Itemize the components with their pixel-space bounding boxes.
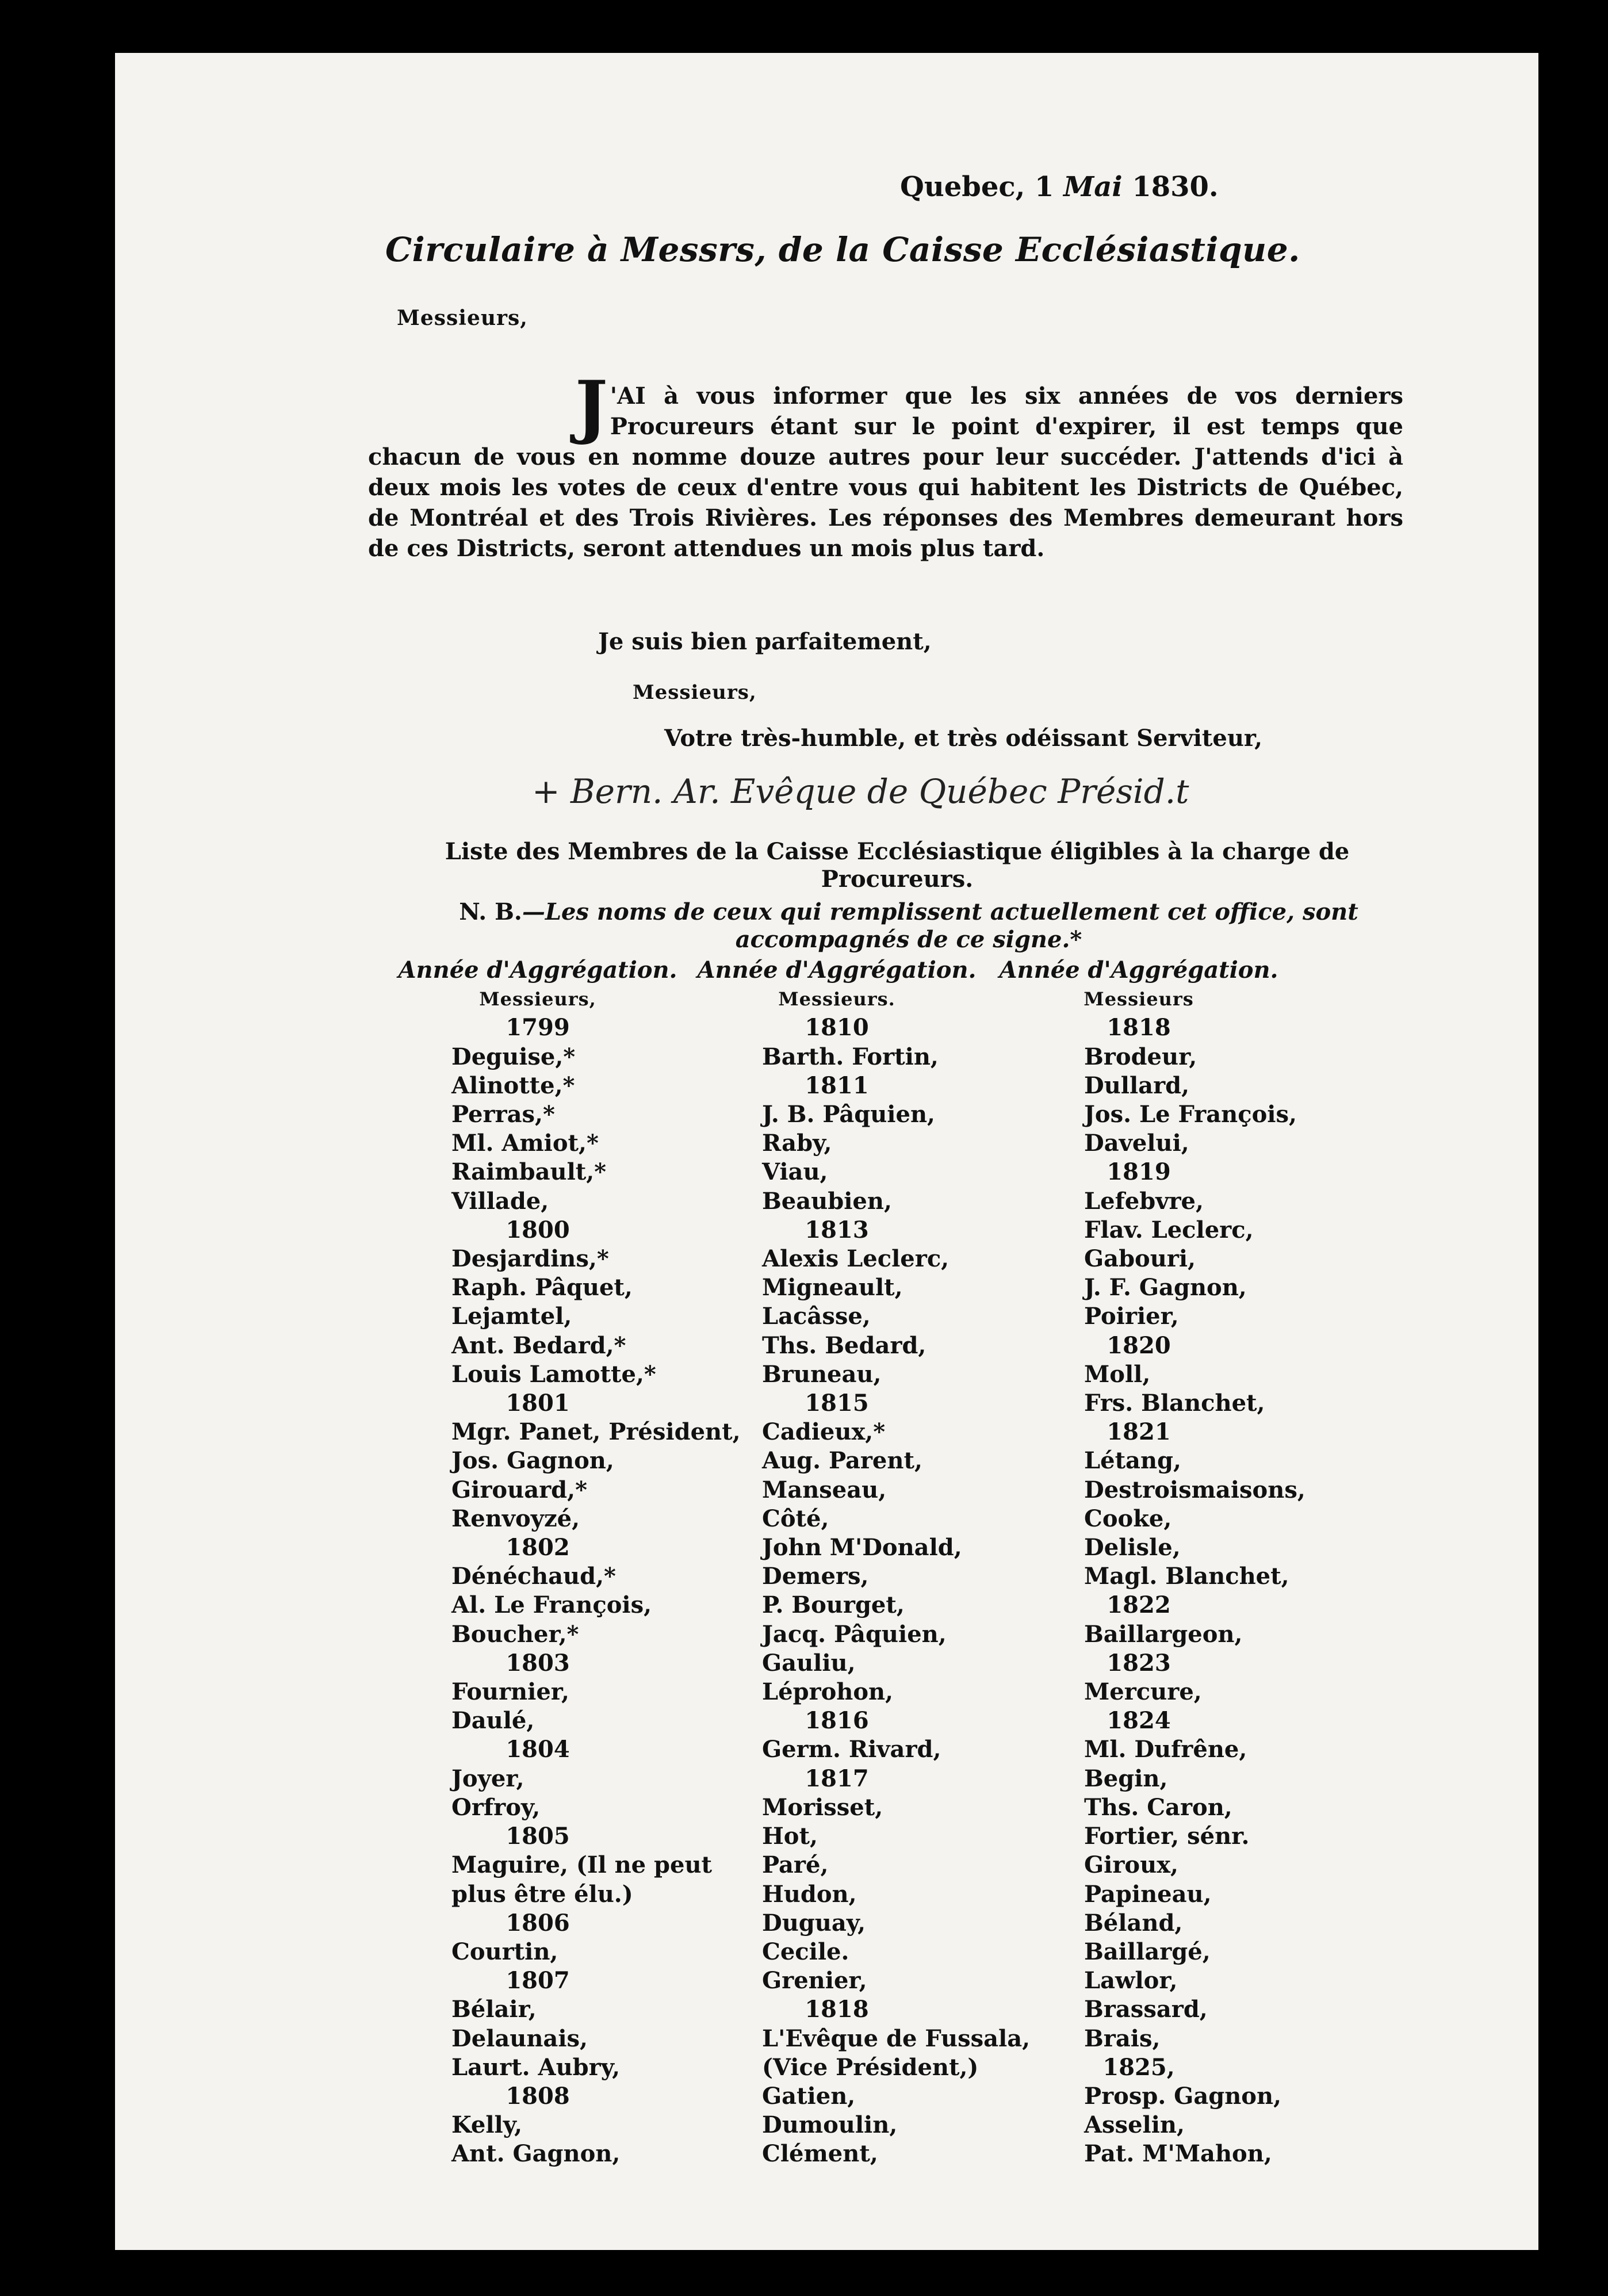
date-day: 1 (1035, 171, 1054, 203)
year-heading: 1799 (506, 1014, 570, 1042)
member-entry: Jos. Le François, (1084, 1101, 1297, 1128)
member-entry: Lefebvre, (1084, 1187, 1204, 1215)
nb-text: —Les noms de ceux qui remplissent actuellement cet office, sont accompagnés de ce signe.* (522, 898, 1358, 953)
column-header: Année d'Aggrégation. (398, 956, 677, 984)
year-heading: 1817 (805, 1765, 869, 1792)
member-entry: Bélair, (451, 1996, 537, 2023)
member-entry: Béland, (1084, 1909, 1183, 1937)
year-heading: 1825, (1102, 2053, 1175, 2081)
member-entry: Lawlor, (1084, 1967, 1178, 1995)
year-heading: 1813 (805, 1216, 869, 1243)
year-heading: 1811 (805, 1072, 869, 1099)
member-entry: Flav. Leclerc, (1084, 1216, 1254, 1243)
body-paragraph (368, 366, 1403, 564)
member-entry: Barth. Fortin, (762, 1043, 939, 1070)
member-entry: Villade, (451, 1187, 549, 1215)
nb-label: N. B. (459, 898, 522, 925)
year-heading: 1803 (506, 1649, 570, 1677)
nota-bene (391, 898, 1426, 954)
member-entry: Aug. Parent, (762, 1447, 922, 1475)
member-entry: Létang, (1084, 1447, 1181, 1475)
members-column-2 (676, 956, 1031, 2169)
member-entry: Jos. Gagnon, (451, 1447, 614, 1475)
member-entry: Delaunais, (451, 2025, 588, 2052)
member-entry: Cooke, (1084, 1505, 1172, 1532)
member-entry: Alinotte,* (451, 1072, 575, 1099)
member-entry: Gatien, (762, 2082, 856, 2110)
member-entry: Migneault, (762, 1274, 903, 1302)
member-entry: Ant. Bedard,* (451, 1331, 626, 1359)
member-entry: Lejamtel, (451, 1303, 572, 1330)
member-entry: Fortier, sénr. (1084, 1823, 1250, 1850)
column-salutation: Messieurs, (479, 988, 596, 1011)
member-entry: Dumoulin, (762, 2111, 898, 2139)
member-entry: Pat. M'Mahon, (1084, 2140, 1272, 2168)
document-title: Circulaire à Messrs, de la Caisse Ecclésiastique. (385, 230, 1300, 269)
member-entry: Lacâsse, (762, 1303, 871, 1330)
member-entry: Mercure, (1084, 1678, 1202, 1706)
member-entry: Dénéchaud,* (451, 1563, 616, 1590)
member-entry: Destroismaisons, (1084, 1476, 1305, 1503)
member-entry: Hot, (762, 1823, 818, 1850)
member-entry: Morisset, (762, 1793, 883, 1821)
member-entry: Viau, (762, 1158, 828, 1186)
member-entry: Jacq. Pâquien, (762, 1620, 947, 1648)
salutation-2: Messieurs, (633, 681, 757, 704)
member-entry: Alexis Leclerc, (762, 1245, 950, 1273)
year-heading: 1816 (805, 1707, 869, 1735)
year-heading: 1821 (1107, 1418, 1171, 1446)
year-heading: 1806 (506, 1909, 570, 1937)
member-entry: Al. Le François, (451, 1591, 652, 1619)
salutation: Messieurs, (397, 306, 528, 330)
member-entry: Boucher,* (451, 1620, 579, 1648)
year-heading: 1824 (1107, 1707, 1171, 1735)
member-entry: Poirier, (1084, 1303, 1179, 1330)
member-entry: Baillargé, (1084, 1938, 1211, 1965)
member-entry: Germ. Rivard, (762, 1736, 941, 1763)
member-entry: P. Bourget, (762, 1591, 905, 1619)
member-entry: Ths. Bedard, (762, 1331, 926, 1359)
member-entry: Ml. Dufrêne, (1084, 1736, 1247, 1763)
member-entry: Fournier, (451, 1678, 569, 1706)
member-entry: Baillargeon, (1084, 1620, 1243, 1648)
body-text: 'AI à vous informer que les six années de vos derniers Procureurs étant sur le point d'expirer, il est temps que chacun de vous en nomme douze autres pour leur succéder. J'attends d'ici à deux mois les votes de ceux d'entre vous qui habitent les Districts de Québec, de Montréal et des Trois Rivières. Les réponses des Membres demeurant hors de ces Districts, seront attendues un mois plus tard. (368, 382, 1403, 562)
member-entry: Raimbault,* (451, 1158, 607, 1186)
year-heading: 1818 (805, 1996, 869, 2023)
closing-line-2: Votre très-humble, et très odéissant Serviteur, (664, 725, 1263, 752)
column-salutation: Messieurs (1084, 988, 1194, 1011)
member-entry: Davelui, (1084, 1130, 1189, 1157)
member-entry: L'Evêque de Fussala, (762, 2025, 1031, 2052)
member-entry: Beaubien, (762, 1187, 892, 1215)
member-entry: Desjardins,* (451, 1245, 609, 1273)
member-entry: Delisle, (1084, 1534, 1181, 1562)
year-heading: 1808 (506, 2082, 570, 2110)
member-entry: Perras,* (451, 1101, 555, 1128)
column-salutation: Messieurs. (778, 988, 895, 1011)
member-entry: Mgr. Panet, Président, (451, 1418, 741, 1446)
member-entry: Frs. Blanchet, (1084, 1390, 1265, 1417)
member-entry: Paré, (762, 1851, 829, 1879)
member-entry: Begin, (1084, 1765, 1168, 1792)
member-entry: Dullard, (1084, 1072, 1190, 1099)
member-entry: Asselin, (1084, 2111, 1185, 2139)
document-date (900, 171, 1219, 203)
handwritten-signature: + Bern. Ar. Evêque de Québec Présid.t (532, 772, 1189, 811)
closing-line-1: Je suis bien parfaitement, (598, 628, 932, 655)
year-heading: 1822 (1107, 1591, 1171, 1619)
member-entry: Cadieux,* (762, 1418, 886, 1446)
member-entry: Clément, (762, 2140, 878, 2168)
member-entry: Papineau, (1084, 1880, 1212, 1908)
member-entry: Kelly, (451, 2111, 523, 2139)
year-heading: 1820 (1107, 1331, 1171, 1359)
date-month: Mai (1063, 171, 1123, 203)
member-entry: Léprohon, (762, 1678, 894, 1706)
drop-cap: J (575, 366, 608, 447)
member-entry: John M'Donald, (762, 1534, 962, 1562)
year-heading: 1815 (805, 1390, 869, 1417)
members-column-1 (377, 956, 741, 2169)
member-entry: Ml. Amiot,* (451, 1130, 599, 1157)
member-entry: J. F. Gagnon, (1084, 1274, 1247, 1302)
member-entry: Ths. Caron, (1084, 1793, 1232, 1821)
member-entry: Laurt. Aubry, (451, 2053, 621, 2081)
year-heading: 1818 (1107, 1014, 1171, 1042)
member-entry: Daulé, (451, 1707, 535, 1735)
member-entry: Raby, (762, 1130, 832, 1157)
year-heading: 1810 (805, 1014, 869, 1042)
member-entry: plus être élu.) (451, 1880, 633, 1908)
member-entry: Côté, (762, 1505, 829, 1532)
year-heading: 1805 (506, 1823, 570, 1850)
member-entry: J. B. Pâquien, (762, 1101, 935, 1128)
column-header: Année d'Aggrégation. (999, 956, 1278, 984)
date-place: Quebec, (900, 171, 1025, 203)
members-column-3 (978, 956, 1305, 2169)
member-entry: Gabouri, (1084, 1245, 1196, 1273)
member-entry: Louis Lamotte,* (451, 1360, 656, 1388)
member-entry: Ant. Gagnon, (451, 2140, 621, 2168)
member-entry: Girouard,* (451, 1476, 587, 1503)
member-entry: Deguise,* (451, 1043, 576, 1070)
member-entry: Bruneau, (762, 1360, 882, 1388)
member-entry: Moll, (1084, 1360, 1151, 1388)
member-entry: Raph. Pâquet, (451, 1274, 633, 1302)
member-entry: Orfroy, (451, 1793, 541, 1821)
member-entry: Demers, (762, 1563, 869, 1590)
member-entry: Brodeur, (1084, 1043, 1197, 1070)
year-heading: 1801 (506, 1390, 570, 1417)
member-entry: Renvoyzé, (451, 1505, 580, 1532)
year-heading: 1807 (506, 1967, 570, 1995)
member-entry: Duguay, (762, 1909, 866, 1937)
member-entry: Maguire, (Il ne peut (451, 1851, 713, 1879)
member-entry: Joyer, (451, 1765, 524, 1792)
member-entry: Gauliu, (762, 1649, 856, 1677)
member-entry: Courtin, (451, 1938, 558, 1965)
member-entry: Cecile. (762, 1938, 849, 1965)
column-header: Année d'Aggrégation. (697, 956, 977, 984)
year-heading: 1823 (1107, 1649, 1171, 1677)
member-entry: Giroux, (1084, 1851, 1178, 1879)
member-entry: Brassard, (1084, 1996, 1208, 2023)
member-entry: Prosp. Gagnon, (1084, 2082, 1281, 2110)
member-entry: (Vice Président,) (762, 2053, 979, 2081)
year-heading: 1804 (506, 1736, 570, 1763)
list-title: Liste des Membres de la Caisse Ecclésiastique éligibles à la charge de Procureurs. (445, 838, 1350, 893)
date-year: 1830. (1132, 171, 1219, 203)
year-heading: 1800 (506, 1216, 570, 1243)
year-heading: 1819 (1107, 1158, 1171, 1186)
member-entry: Brais, (1084, 2025, 1161, 2052)
member-entry: Manseau, (762, 1476, 887, 1503)
member-entry: Hudon, (762, 1880, 857, 1908)
document-page (115, 53, 1538, 2250)
year-heading: 1802 (506, 1534, 570, 1562)
member-entry: Magl. Blanchet, (1084, 1563, 1289, 1590)
member-entry: Grenier, (762, 1967, 867, 1995)
